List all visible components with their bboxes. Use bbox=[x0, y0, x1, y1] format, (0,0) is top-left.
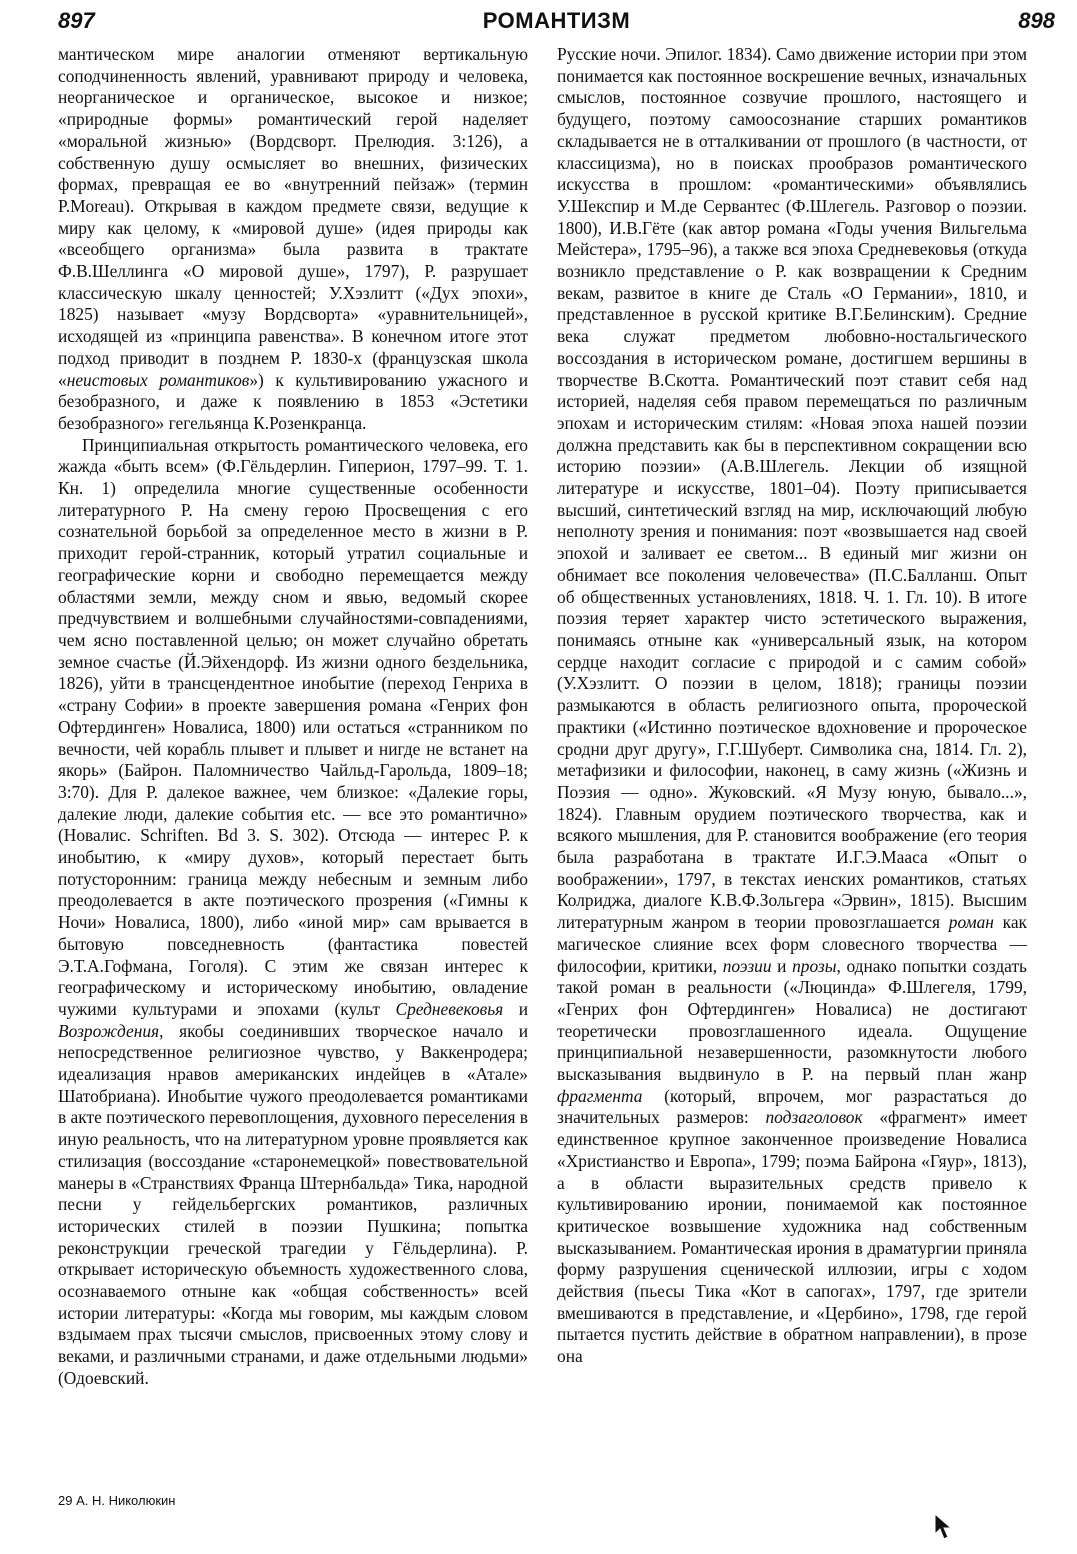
paragraph bbox=[58, 44, 528, 435]
italic-term: неистовых романтиков bbox=[66, 369, 250, 390]
text-run: как магическое слияние всех форм словесного творчества — философии, критики, bbox=[557, 912, 1028, 976]
text-run: Принципиальная открытость романтического человека, его жажда «быть всем» (Ф.Гёльдерлин. Гиперион, 1797–99. Т. 1. Кн. 1) определила многие существенные особенности литературного Р. На смену герою Просвещения с его сознательной борьбой за определенное место в жизни в Р. приходит герой-странник, который утратил социальные и географические корни и свободно перемещается между областями земли, между сном и явью, ведомый скорее предчувствием и волшебными случайностями-совпадениями, чем ясно поставленной целью; он может случайно обретать земное счастье (Й.Эйхендорф. Из жизни одного бездельника, 1826), уйти в трансцендентное инобытие (переход Генриха в «страну Софии» в проекте завершения романа «Генрих фон Офтердинген» Новалиса, 1800) или остаться «странником по вечности, чей корабль плывет и плывет и нигде не встанет на якорь» (Байрон. Паломничество Чайльд-Гарольда, 1809–18; 3:70). Для Р. далекое важнее, чем близкое: «Далекие горы, далекие люди, далекие события etc. — все это романтично» (Новалис. Schriften. Bd 3. S. 302). Отсюда — интерес Р. к инобытию, к «миру духов», который перестает быть потусторонним: граница между небесным и земным либо преодолевается в акте поэтического прозрения («Гимны к Ночи» Новалиса, 1800), либо «иной мир» сам врывается в бытовую повседневность (фантастика повестей Э.Т.А.Гофмана, Гоголя). С этим же связан интерес к географическому и историческому инобытию, овладение чужими культурами и эпохами (культ bbox=[58, 434, 528, 1019]
paragraph bbox=[557, 44, 1027, 1368]
text-run: и bbox=[771, 955, 793, 976]
page-number-left: 897 bbox=[58, 8, 95, 33]
text-run: (который, впрочем, мог разрастаться до значительных размеров: bbox=[557, 1085, 1027, 1128]
italic-term: Возрождения bbox=[58, 1020, 160, 1041]
text-run: ») к культивированию ужасного и безобразного, и даже к появлению в 1853 «Эстетики безобразного» гегельянца К.Розенкранца. bbox=[58, 369, 528, 433]
text-run: Русские ночи. Эпилог. 1834). Само движение истории при этом понимается как постоянное воскрешение вечных, изначальных смыслов, постоянное созвучие прошлого, настоящего и будущего, поэтому самоосознание старших романтиков складывается не в отталкивании от прошлого (в частности, от классицизма), но в поисках прообразов романтического искусства в прошлом: «романтическими» объявлялись У.Шекспир и М.де Сервантес (Ф.Шлегель. Разговор о поэзии. 1800), И.В.Гёте (как автор романа «Годы учения Вильгельма Мейстера», 1795–96), а также вся эпоха Средневековья (откуда возникло представление о Р. как возвращении к Средним векам, развитое в книге де Сталь «О Германии», 1810, и представленное в русской критике В.Г.Белинским). Средние века служат предметом любовно-ностальгического воссоздания в историческом романе, достигшем вершины в творчестве В.Скотта. Романтический поэт ставит себя над историей, наделяя себя правом перемещаться по различным эпохам и историческим стилям: «Новая эпоха нашей поэзии должна представить как бы в перспективном сокращении всю историю поэзии» (А.В.Шлегель. Лекции об изящной литературе и искусстве, 1801–04). Поэту приписывается высший, синтетический взгляд на мир, исключающий любую неполноту зрения и понимания: поэт «возвышается над своей эпохой и заливает ее светом... В единый миг жизни он обнимает все поколения человечества» (П.С.Балланш. Опыт об общественных установлениях, 1818. Ч. 1. Гл. 10). В итоге поэзия теряет характер чисто эстетического выражения, понимаясь отныне как «универсальный язык, на котором сердце находит согласие с природой и с самим собой» (У.Хэзлитт. О поэзии в целом, 1818); границы поэзии размыкаются в область религиозного опыта, пророческой практики («Истинно поэтическое вдохновение и пророческое сродни друг другу», Г.Г.Шуберт. Символика сна, 1814. Гл. 2), метафизики и философии, наконец, в саму жизнь («Жизнь и Поэзия — одно». Жуковский. «Я Музу юную, бывало...», 1824). Главным орудием поэтического творчества, как и всякого мышления, для Р. становится воображение (его теория была разработана в трактате И.Г.Э.Мааса «Опыт о воображении», 1797, в текстах иенских романтиков, статьях Колриджа, диалоге К.В.Ф.Зольгера «Эрвин», 1815). Высшим литературным жанром в теории провозглашается bbox=[557, 44, 1027, 933]
running-title: РОМАНТИЗМ bbox=[482, 8, 631, 33]
italic-term: фрагмента bbox=[557, 1085, 643, 1106]
paragraph bbox=[58, 435, 528, 1390]
italic-term: подзаголовок bbox=[765, 1107, 863, 1128]
mouse-pointer-icon bbox=[932, 1512, 962, 1542]
italic-term: роман bbox=[948, 912, 994, 933]
left-column bbox=[58, 44, 528, 1390]
italic-term: прозы bbox=[792, 955, 837, 976]
page-number-right: 898 bbox=[1018, 8, 1055, 33]
text-run: , однако попытки создать такой роман в реальности («Люцинда» Ф.Шлегеля, 1799, «Генрих фон Офтердинген» Новалиса) не достигают теоретически провозглашенного идеала. Ощущение принципиальной незавершенности, разомкнутости любого высказывания выдвинуло в Р. на первый план жанр bbox=[557, 955, 1027, 1085]
italic-term: Средневековья bbox=[395, 998, 504, 1019]
text-run: «фрагмент» имеет единственное крупное законченное произведение Новалиса «Христианство и Европа», 1799; поэма Байрона «Гяур», 1813), а в области выразительных средств привело к культивированию иронии, понимаемой как постоянное критическое возвышение художника над собственным высказыванием. Романтическая ирония в драматургии приняла форму разрушения сценической иллюзии, игры с ходом действия (пьесы Тика «Кот в сапогах», 1797, где зрители вмешиваются в представление, и «Цербино», 1798, где герой пытается пустить действие в обратном направлении), в прозе она bbox=[557, 1107, 1027, 1367]
italic-term: поэзии bbox=[722, 955, 772, 976]
text-run: и bbox=[503, 998, 529, 1019]
right-column bbox=[557, 44, 1027, 1368]
text-run: мантическом мире аналогии отменяют вертикальную соподчиненность явлений, уравнивают природу и человека, неорганическое и органическое, высокое и низкое; «природные формы» романтический герой наделяет «моральной жизнью» (Вордсворт. Прелюдия. 3:126), а собственную душу осмысляет во внешних, физических формах, превращая ее во «внутренний пейзаж» (термин P.Moreau). Открывая в каждом предмете связи, ведущие к миру как целому, к «мировой душе» (идея природы как «всеобщего организма» была развита в трактате Ф.В.Шеллинга «О мировой душе», 1797), Р. разрушает классическую шкалу ценностей; У.Хэзлитт («Дух эпохи», 1825) называет «музу Вордсворта» «уравнительницей», исходящей из «принципа равенства». В конечном итоге этот подход приводит в позднем Р. 1830-х (французская школа « bbox=[58, 44, 528, 390]
page-header bbox=[58, 8, 1055, 44]
page-footer-signature: 29 А. Н. Николюкин bbox=[58, 1493, 176, 1508]
text-run: , якобы соединивших творческое начало и непосредственное религиозное чувство, у Ваккенродера; идеализация нравов американских индейцев в «Атале» Шатобриана). Инобытие чужого преодолевается романтиками в акте поэтического перевоплощения, духовного переселения в иную реальность, что на литературном уровне проявляется как стилизация (воссоздание «старонемецкой» повествовательной манеры в «Странствиях Франца Штернбальда» Тика, народной песни у гейдельбергских романтиков, различных исторических стилей в поэзии Пушкина; попытка реконструкции греческой трагедии у Гёльдерлина). Р. открывает историческую объемность художественного слова, осознаваемого отныне как «общая собственность» всей истории литературы: «Когда мы говорим, мы каждым словом вздымаем прах тысячи смыслов, присвоенных этому слову и веками, и различными странами, и даже отдельными людьми» (Одоевский. bbox=[58, 1020, 529, 1388]
